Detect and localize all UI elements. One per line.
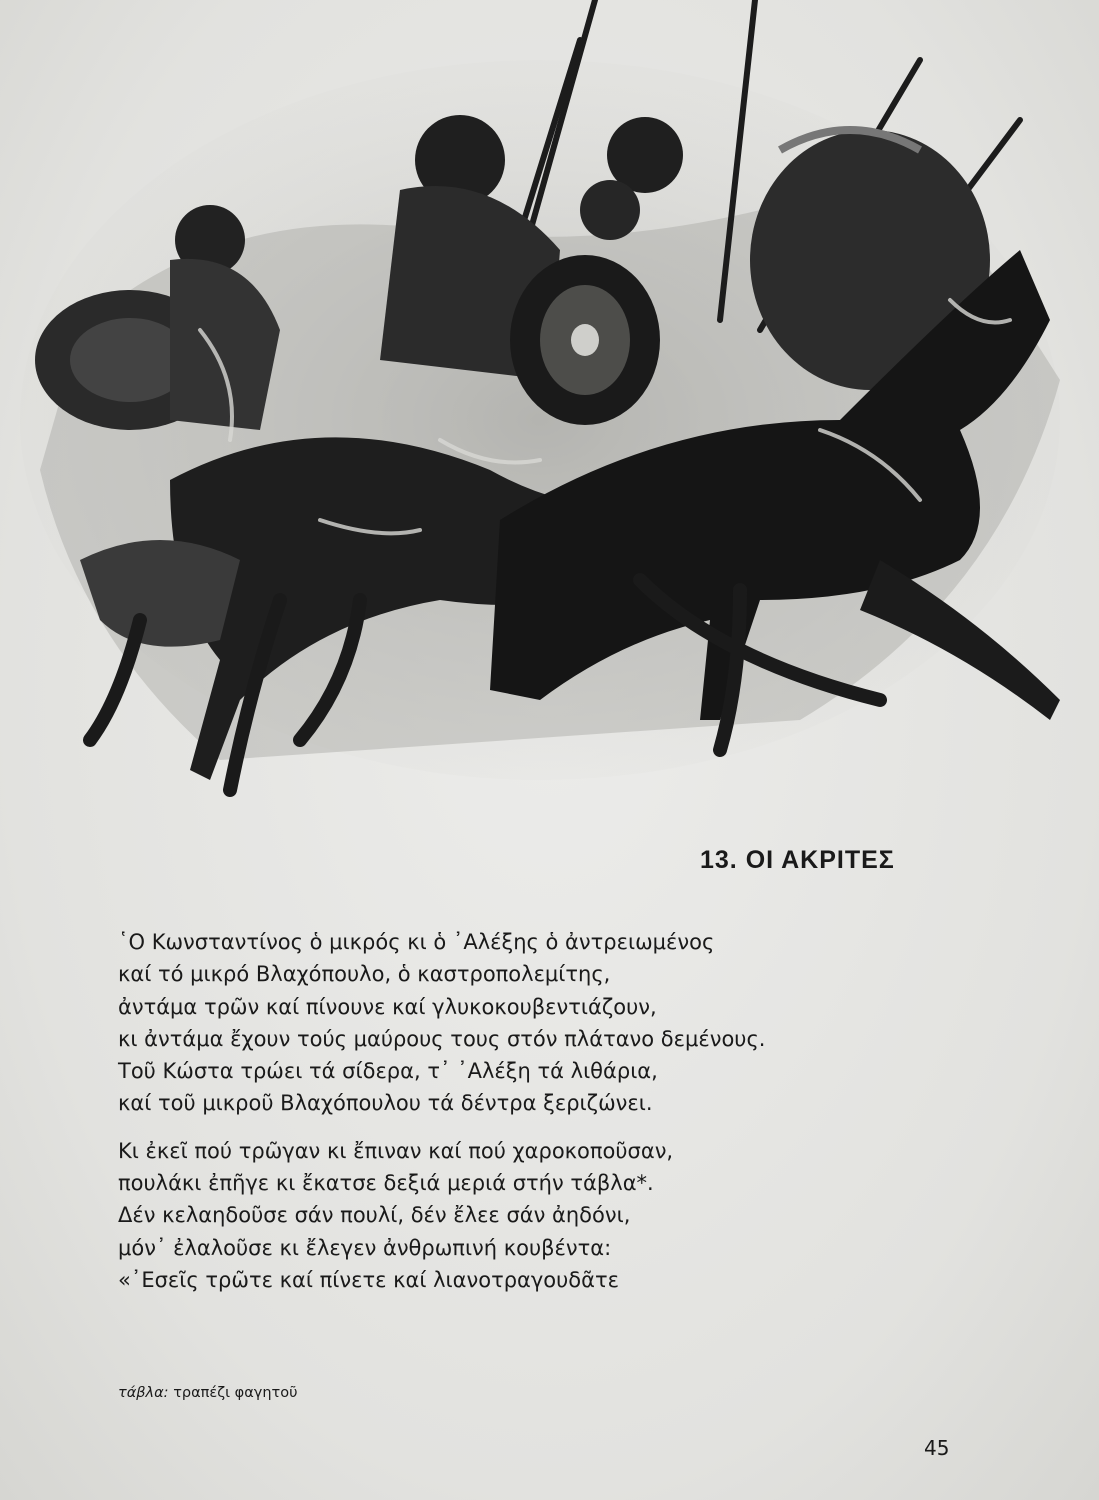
- poem-line: κι ἀντάμα ἔχουν τούς μαύρους τους στόν πλάτανο δεμένους.: [118, 1026, 766, 1051]
- chapter-title: 13. ΟΙ ΑΚΡΙΤΕΣ: [700, 846, 895, 874]
- footnote-term: τάβλα:: [118, 1385, 169, 1401]
- poem-line: ἀντάμα τρῶν καί πίνουνε καί γλυκοκουβεντιάζουν,: [118, 994, 657, 1019]
- poem-line: Κι ἐκεῖ πού τρῶγαν κι ἔπιναν καί πού χαροκοποῦσαν,: [118, 1138, 674, 1163]
- poem-line: ῾Ο Κωνσταντίνος ὁ μικρός κι ὁ ᾿Αλέξης ὁ ἀντρειωμένος: [118, 930, 715, 954]
- stanza-1: [118, 926, 1018, 1120]
- poem-line: πουλάκι ἐπῆγε κι ἔκατσε δεξιά μεριά στήν τάβλα*.: [118, 1171, 654, 1196]
- page-number: 45: [924, 1436, 950, 1460]
- poem-line: καί τοῦ μικροῦ Βλαχόπουλου τά δέντρα ξεριζώνει.: [118, 1091, 653, 1116]
- footnote-definition: τραπέζι φαγητοῦ: [173, 1385, 298, 1401]
- warriors-on-horseback-illustration: [20, 0, 1080, 830]
- poem-line: «᾿Εσεῖς τρῶτε καί πίνετε καί λιανοτραγουδᾶτε: [118, 1267, 619, 1292]
- stanza-2: [118, 1135, 1018, 1296]
- poem-line: καί τό μικρό Βλαχόπουλο, ὁ καστροπολεμίτης,: [118, 962, 611, 987]
- poem-line: Δέν κελαηδοῦσε σάν πουλί, δέν ἔλεε σάν ἀηδόνι,: [118, 1203, 631, 1228]
- poem-line: μόν᾿ ἐλαλοῦσε κι ἔλεγεν ἀνθρωπινή κουβέντα:: [118, 1235, 612, 1260]
- poem-text: [118, 926, 1018, 1311]
- footnote: [118, 1385, 298, 1401]
- poem-line: Τοῦ Κώστα τρώει τά σίδερα, τ᾿ ᾿Αλέξη τά λιθάρια,: [118, 1059, 658, 1084]
